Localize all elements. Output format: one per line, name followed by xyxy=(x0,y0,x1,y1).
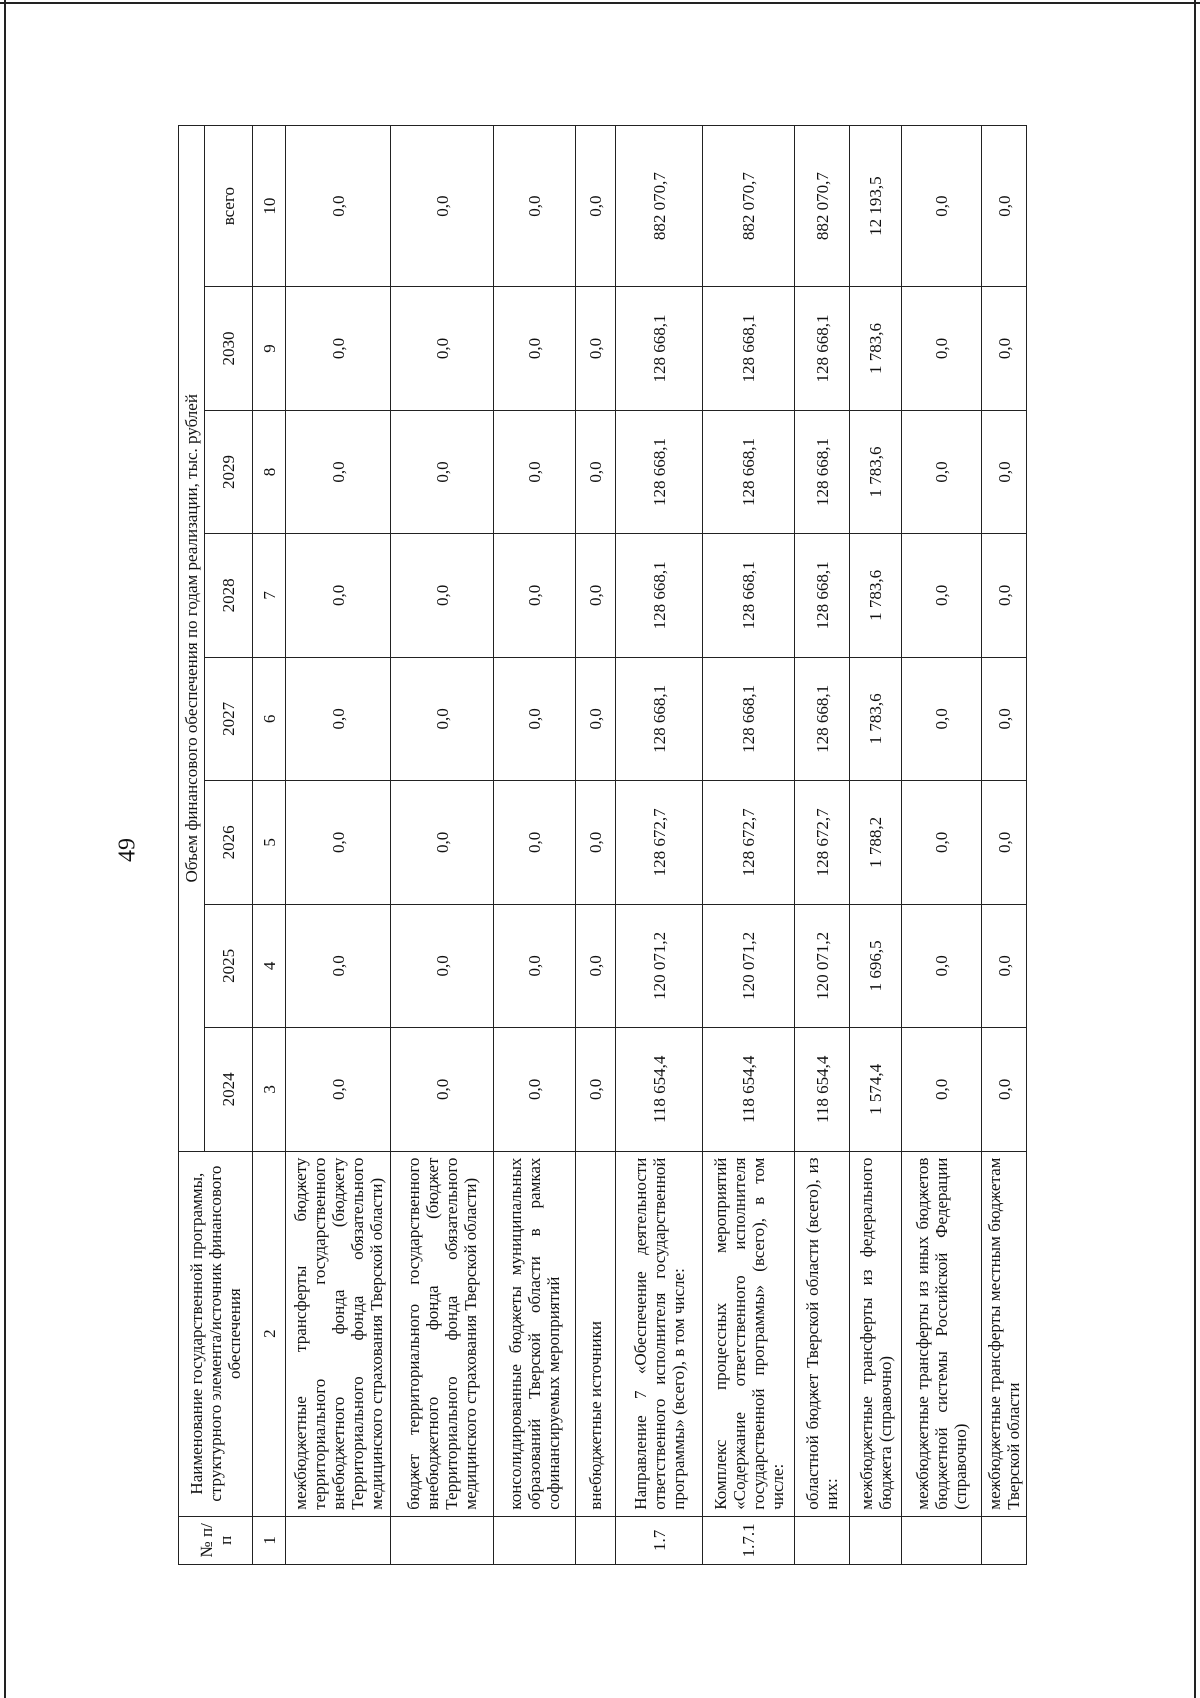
row-total-value: 0,0 xyxy=(391,126,494,287)
row-year-value: 0,0 xyxy=(576,657,616,780)
header-financing-volume: Объем финансового обеспечения по годам реализации, тыс. рублей xyxy=(179,126,205,1152)
header-year: 2027 xyxy=(205,657,253,780)
row-year-value: 128 668,1 xyxy=(703,534,795,657)
row-number xyxy=(850,1516,902,1564)
row-year-value: 0,0 xyxy=(576,410,616,533)
row-year-value: 0,0 xyxy=(494,534,576,657)
row-year-value: 0,0 xyxy=(494,1028,576,1151)
row-year-value: 0,0 xyxy=(982,410,1027,533)
row-year-value: 0,0 xyxy=(286,410,391,533)
column-index: 3 xyxy=(253,1028,286,1151)
row-number xyxy=(576,1516,616,1564)
row-total-value: 0,0 xyxy=(902,126,982,287)
row-year-value: 0,0 xyxy=(982,534,1027,657)
row-year-value: 0,0 xyxy=(902,657,982,780)
column-index: 10 xyxy=(253,126,286,287)
header-year: 2028 xyxy=(205,534,253,657)
row-year-value: 1 783,6 xyxy=(850,657,902,780)
scan-edge-right xyxy=(1194,0,1196,1698)
row-number: 1.7 xyxy=(616,1516,703,1564)
row-year-value: 0,0 xyxy=(982,287,1027,410)
row-total-value: 882 070,7 xyxy=(795,126,850,287)
row-year-value: 118 654,4 xyxy=(703,1028,795,1151)
row-year-value: 0,0 xyxy=(494,781,576,904)
row-year-value: 128 668,1 xyxy=(616,534,703,657)
table-row xyxy=(902,126,982,1565)
table-body xyxy=(286,126,1027,1565)
row-number xyxy=(902,1516,982,1564)
header-total: всего xyxy=(205,126,253,287)
row-year-value: 118 654,4 xyxy=(616,1028,703,1151)
header-year: 2025 xyxy=(205,904,253,1027)
row-year-value: 0,0 xyxy=(286,781,391,904)
row-year-value: 120 071,2 xyxy=(795,904,850,1027)
row-total-value: 12 193,5 xyxy=(850,126,902,287)
row-year-value: 0,0 xyxy=(902,781,982,904)
row-year-value: 128 672,7 xyxy=(703,781,795,904)
row-year-value: 128 668,1 xyxy=(703,410,795,533)
row-year-value: 0,0 xyxy=(286,657,391,780)
row-year-value: 0,0 xyxy=(982,1028,1027,1151)
row-year-value: 0,0 xyxy=(286,904,391,1027)
row-year-value: 0,0 xyxy=(391,657,494,780)
row-name: межбюджетные трансферты из федерального бюджета (справочно) xyxy=(850,1151,902,1516)
column-index: 2 xyxy=(253,1151,286,1516)
row-year-value: 0,0 xyxy=(391,1028,494,1151)
row-name: межбюджетные трансферты местным бюджетам Тверской области xyxy=(982,1151,1027,1516)
row-year-value: 128 668,1 xyxy=(703,287,795,410)
table-row xyxy=(982,126,1027,1565)
row-total-value: 882 070,7 xyxy=(616,126,703,287)
row-name: межбюджетные трансферты бюджету территориального государственного внебюджетного фонда (бюджету Территориального фонда обязательного медицинского страхования Тверской области) xyxy=(286,1151,391,1516)
header-number: № п/п xyxy=(179,1516,253,1564)
row-name: областной бюджет Тверской области (всего), из них: xyxy=(795,1151,850,1516)
row-year-value: 0,0 xyxy=(576,1028,616,1151)
row-year-value: 0,0 xyxy=(902,287,982,410)
row-name: Направление 7 «Обеспечение деятельности ответственного исполнителя государственной программы» (всего), в том числе: xyxy=(616,1151,703,1516)
row-year-value: 0,0 xyxy=(902,1028,982,1151)
table-row xyxy=(795,126,850,1565)
row-year-value: 1 783,6 xyxy=(850,534,902,657)
row-year-value: 1 783,6 xyxy=(850,287,902,410)
column-index: 6 xyxy=(253,657,286,780)
row-year-value: 128 668,1 xyxy=(795,534,850,657)
financing-table xyxy=(178,125,1027,1565)
row-year-value: 120 071,2 xyxy=(703,904,795,1027)
row-number xyxy=(982,1516,1027,1564)
row-year-value: 128 668,1 xyxy=(616,657,703,780)
row-year-value: 0,0 xyxy=(576,904,616,1027)
row-year-value: 0,0 xyxy=(286,287,391,410)
rotated-table-container xyxy=(178,125,1113,1565)
row-year-value: 0,0 xyxy=(494,410,576,533)
row-total-value: 0,0 xyxy=(982,126,1027,287)
table-row xyxy=(391,126,494,1565)
column-index: 1 xyxy=(253,1516,286,1564)
header-year: 2030 xyxy=(205,287,253,410)
row-number: 1.7.1 xyxy=(703,1516,795,1564)
table-row xyxy=(703,126,795,1565)
row-year-value: 0,0 xyxy=(494,287,576,410)
header-program-name: Наименование государственной программы, структурного элемента/источник финансового обеспечения xyxy=(179,1151,253,1516)
row-number xyxy=(795,1516,850,1564)
row-name: бюджет территориального государственного внебюджетного фонда (бюджет Территориального фонда обязательного медицинского страхования Тверской области) xyxy=(391,1151,494,1516)
row-year-value: 0,0 xyxy=(391,904,494,1027)
row-year-value: 128 672,7 xyxy=(795,781,850,904)
column-index: 4 xyxy=(253,904,286,1027)
row-year-value: 0,0 xyxy=(391,410,494,533)
row-year-value: 128 668,1 xyxy=(616,287,703,410)
table-row xyxy=(850,126,902,1565)
row-year-value: 0,0 xyxy=(391,534,494,657)
row-number xyxy=(494,1516,576,1564)
row-year-value: 128 668,1 xyxy=(703,657,795,780)
column-index: 5 xyxy=(253,781,286,904)
row-name: межбюджетные трансферты из иных бюджетов бюджетной системы Российской Федерации (справочно) xyxy=(902,1151,982,1516)
row-number xyxy=(286,1516,391,1564)
row-year-value: 0,0 xyxy=(576,781,616,904)
header-year: 2026 xyxy=(205,781,253,904)
row-year-value: 0,0 xyxy=(494,657,576,780)
row-year-value: 1 788,2 xyxy=(850,781,902,904)
row-name: консолидированные бюджеты муниципальных образований Тверской области в рамках софинансируемых мероприятий xyxy=(494,1151,576,1516)
table-row xyxy=(286,126,391,1565)
row-year-value: 0,0 xyxy=(576,287,616,410)
row-year-value: 0,0 xyxy=(286,534,391,657)
row-year-value: 0,0 xyxy=(902,410,982,533)
row-year-value: 1 696,5 xyxy=(850,904,902,1027)
row-year-value: 0,0 xyxy=(494,904,576,1027)
column-index: 7 xyxy=(253,534,286,657)
row-year-value: 128 672,7 xyxy=(616,781,703,904)
row-year-value: 128 668,1 xyxy=(795,410,850,533)
row-year-value: 1 574,4 xyxy=(850,1028,902,1151)
row-total-value: 0,0 xyxy=(494,126,576,287)
header-year: 2029 xyxy=(205,410,253,533)
row-total-value: 882 070,7 xyxy=(703,126,795,287)
column-index: 8 xyxy=(253,410,286,533)
table-row xyxy=(494,126,576,1565)
row-name: Комплекс процессных мероприятий «Содержание ответственного исполнителя государственной программы» (всего), в том числе: xyxy=(703,1151,795,1516)
row-year-value: 0,0 xyxy=(576,534,616,657)
row-year-value: 120 071,2 xyxy=(616,904,703,1027)
row-year-value: 118 654,4 xyxy=(795,1028,850,1151)
row-year-value: 128 668,1 xyxy=(795,657,850,780)
row-year-value: 0,0 xyxy=(902,534,982,657)
row-year-value: 0,0 xyxy=(391,781,494,904)
row-name: внебюджетные источники xyxy=(576,1151,616,1516)
row-year-value: 128 668,1 xyxy=(795,287,850,410)
page-number: 49 xyxy=(114,838,141,862)
scan-edge-top xyxy=(0,2,1200,4)
row-year-value: 1 783,6 xyxy=(850,410,902,533)
row-year-value: 0,0 xyxy=(902,904,982,1027)
table-row xyxy=(616,126,703,1565)
row-year-value: 128 668,1 xyxy=(616,410,703,533)
row-total-value: 0,0 xyxy=(576,126,616,287)
row-year-value: 0,0 xyxy=(391,287,494,410)
row-year-value: 0,0 xyxy=(982,781,1027,904)
row-year-value: 0,0 xyxy=(982,904,1027,1027)
row-year-value: 0,0 xyxy=(982,657,1027,780)
scan-edge-left xyxy=(4,0,6,1698)
row-total-value: 0,0 xyxy=(286,126,391,287)
row-number xyxy=(391,1516,494,1564)
table-row xyxy=(576,126,616,1565)
column-index: 9 xyxy=(253,287,286,410)
header-year: 2024 xyxy=(205,1028,253,1151)
row-year-value: 0,0 xyxy=(286,1028,391,1151)
